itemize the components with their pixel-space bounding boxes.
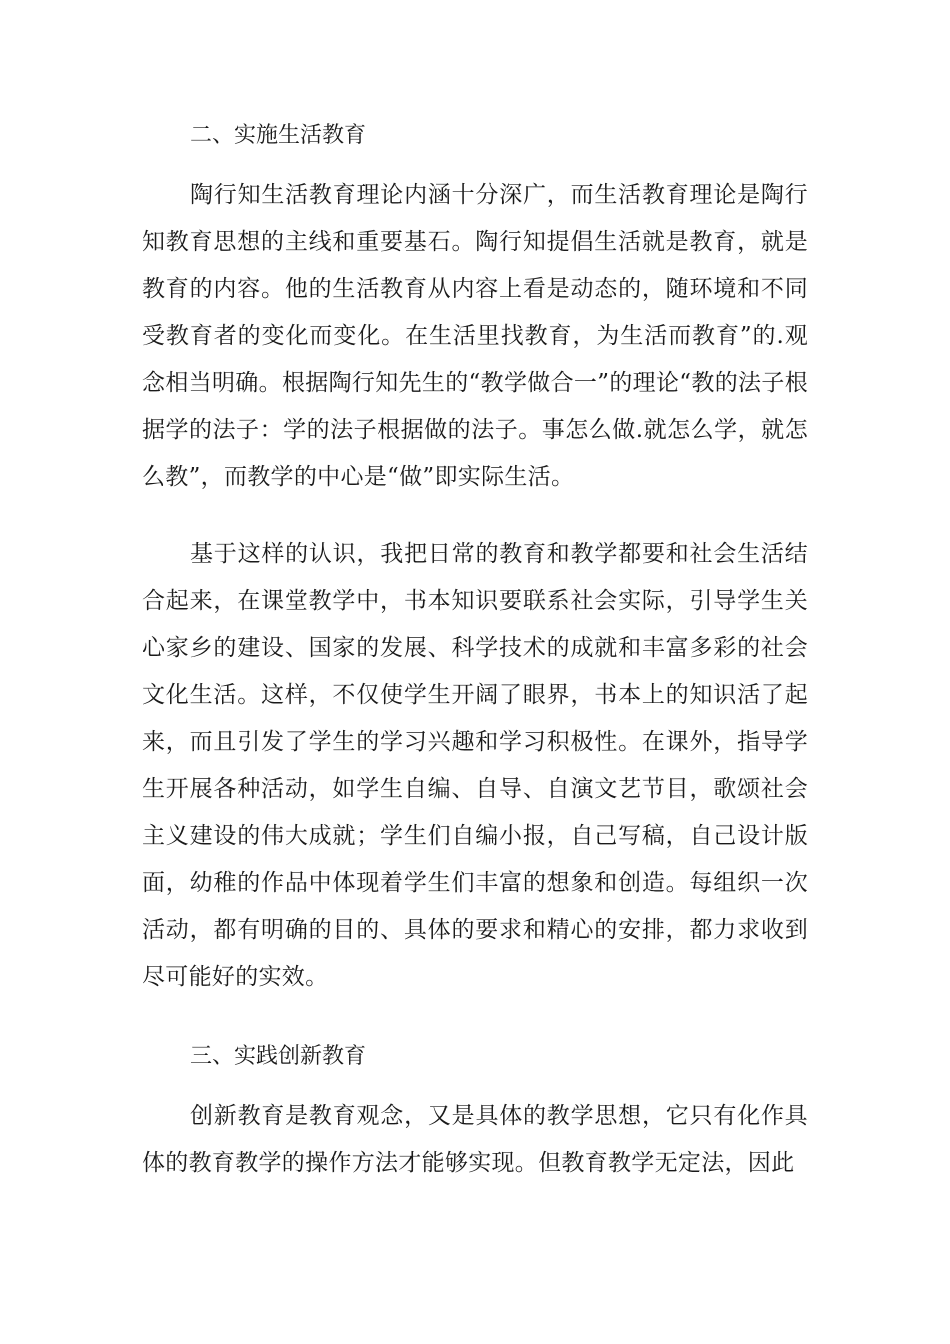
paragraph-2: 基于这样的认识，我把日常的教育和教学都要和社会生活结合起来，在课堂教学中，书本知识要联系社会实际，引导学生关心家乡的建设、国家的发展、科学技术的成就和丰富多彩的社会文化生活。这样，不仅使学生开阔了眼界，书本上的知识活了起来，而且引发了学生的学习兴趣和学习积极性。在课外，指导学生开展各种活动，如学生自编、自导、自演文艺节目，歌颂社会主义建设的伟大成就；学生们自编小报，自己写稿，自己设计版面，幼稚的作品中体现着学生们丰富的想象和创造。每组织一次活动，都有明确的目的、具体的要求和精心的安排，都力求收到尽可能好的实效。 bbox=[142, 541, 808, 990]
spacer bbox=[142, 162, 808, 172]
spacer bbox=[142, 1001, 808, 1031]
spacer bbox=[142, 501, 808, 531]
paragraph-3: 创新教育是教育观念，又是具体的教学思想，它只有化作具体的教育教学的操作方法才能够实现。但教育教学无定法，因此 bbox=[142, 1103, 808, 1176]
section-heading-3: 三、实践创新教育 bbox=[190, 1044, 367, 1069]
document-page bbox=[142, 110, 808, 1187]
paragraph-1: 陶行知生活教育理论内涵十分深广，而生活教育理论是陶行知教育思想的主线和重要基石。陶行知提倡生活就是教育，就是教育的内容。他的生活教育从内容上看是动态的，随环境和不同受教育者的变化而变化。在生活里找教育，为生活而教育”的.观念相当明确。根据陶行知先生的“教学做合一”的理论“教的法子根据学的法子：学的法子根据做的法子。事怎么做.就怎么学，就怎么教”，而教学的中心是“做”即实际生活。 bbox=[142, 182, 808, 490]
section-heading-2: 二、实施生活教育 bbox=[190, 123, 367, 148]
spacer bbox=[142, 1083, 808, 1093]
